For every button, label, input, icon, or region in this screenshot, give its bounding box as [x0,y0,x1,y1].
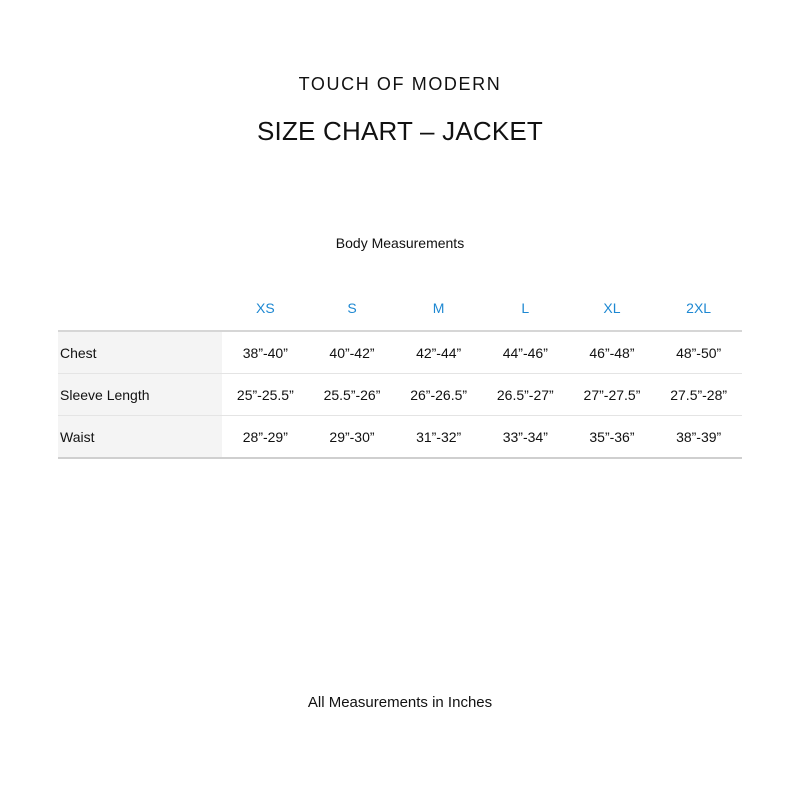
size-header: XS [222,286,309,331]
size-header: L [482,286,569,331]
size-header: XL [569,286,656,331]
size-header: M [395,286,482,331]
measurement-cell: 33”-34” [482,416,569,459]
measurement-cell: 42”-44” [395,331,482,374]
size-chart-table [58,286,742,459]
measurement-cell: 48”-50” [655,331,742,374]
size-header: 2XL [655,286,742,331]
table-row-chest [58,331,742,374]
table-row-sleeve-length [58,374,742,416]
measurement-cell: 44”-46” [482,331,569,374]
table-row-waist [58,416,742,459]
measurement-cell: 31”-32” [395,416,482,459]
row-label: Chest [58,331,222,374]
page-title: SIZE CHART – JACKET [256,116,544,146]
measurement-cell: 29”-30” [309,416,396,459]
measurement-cell: 38”-40” [222,331,309,374]
row-label: Sleeve Length [58,374,222,416]
size-header: S [309,286,396,331]
measurement-cell: 46”-48” [569,331,656,374]
units-note: All Measurements in Inches [307,694,493,711]
row-label: Waist [58,416,222,459]
brand-logo: TOUCH OF MODERN [298,74,502,94]
measurement-cell: 27.5”-28” [655,374,742,416]
measurement-cell: 27”-27.5” [569,374,656,416]
measurement-cell: 25”-25.5” [222,374,309,416]
measurement-cell: 26”-26.5” [395,374,482,416]
measurement-cell: 26.5”-27” [482,374,569,416]
table-caption: Body Measurements [335,235,465,251]
measurement-cell: 40”-42” [309,331,396,374]
header-corner [58,286,222,331]
measurement-cell: 38”-39” [655,416,742,459]
size-header-row [58,286,742,331]
measurement-cell: 28”-29” [222,416,309,459]
measurement-cell: 25.5”-26” [309,374,396,416]
measurement-cell: 35”-36” [569,416,656,459]
